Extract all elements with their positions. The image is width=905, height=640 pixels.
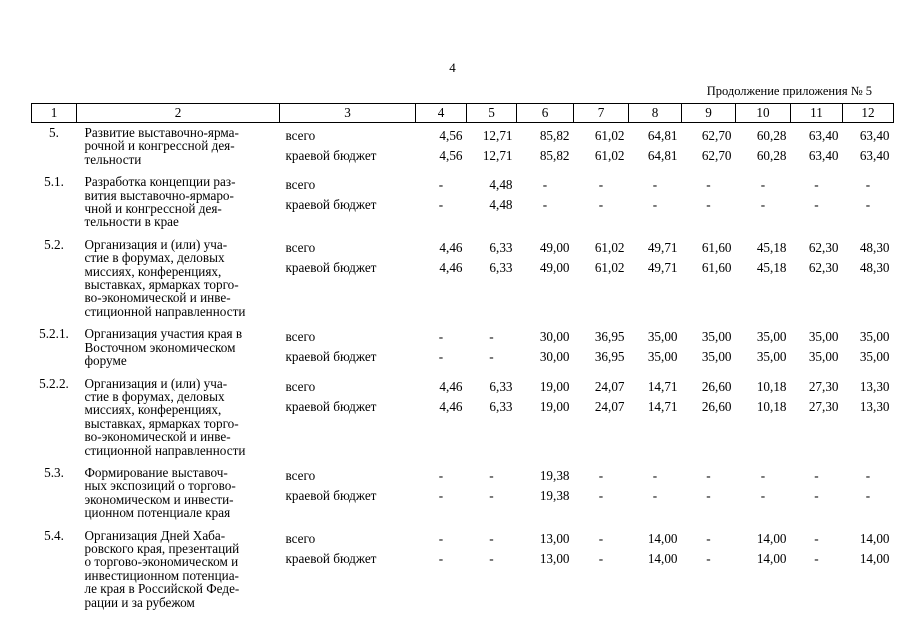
value-cell-col-9 [682,324,736,367]
value: 61,60 [701,259,732,275]
value: - [865,467,871,483]
value: 27,30 [808,398,839,414]
value: - [865,487,871,503]
row-sources [280,123,416,167]
value: 49,00 [539,239,570,255]
value-cell-col-12 [843,526,894,609]
value: 14,00 [756,530,787,546]
header-cell-3: 3 [280,104,416,123]
source-label: всего [285,128,316,143]
row-code: 5.2. [44,236,64,252]
row-name: Разработка концепции раз- вития выставочно-ярмаро- чной и конгрессной дея- тельности в крае [84,174,236,230]
value: - [598,487,604,503]
value-cell-col-5 [467,463,517,520]
value: 19,38 [539,467,570,483]
value-cell-col-11 [791,172,843,229]
value: 4,56 [439,128,463,143]
header-cell-10: 10 [736,104,791,123]
value-cell-col-11 [791,235,843,318]
value: 14,00 [647,550,678,566]
spacer-cell [32,609,894,615]
budget-table [31,103,894,615]
table-row [32,526,894,609]
value-cell-col-8 [629,463,682,520]
value: - [598,530,604,546]
value-cell-col-9 [682,374,736,457]
source-label: всего [285,530,316,546]
value: 4,46 [439,378,463,394]
row-name: Развитие выставочно-ярма- рочной и конгрессной дея- тельности [84,125,239,167]
value: - [652,467,658,483]
value: - [438,197,444,213]
value: - [438,530,444,546]
row-sources [280,526,416,609]
header-cell-12: 12 [843,104,894,123]
header-cell-7: 7 [574,104,629,123]
source-label: краевой бюджет [285,398,377,414]
value: 19,00 [539,398,570,414]
header-cell-5: 5 [467,104,517,123]
value: 49,00 [539,259,570,275]
table-row [32,324,894,367]
header-cell-1: 1 [32,104,77,123]
value: - [652,177,658,193]
row-code: 5.1. [44,174,64,190]
value-cell-col-6 [517,235,574,318]
value-cell-col-9 [682,123,736,167]
value-cell-col-9 [682,463,736,520]
value: 62,30 [808,259,839,275]
value-cell-col-5 [467,235,517,318]
header-cell-9: 9 [682,104,736,123]
value-cell-col-10 [736,526,791,609]
value: 61,02 [594,128,625,143]
row-code: 5.2.1. [39,326,69,342]
value: 6,33 [489,398,513,414]
header-cell-11: 11 [791,104,843,123]
value: 4,56 [439,148,463,163]
value: - [814,467,819,483]
value-cell-col-7 [574,172,629,229]
value-cell-col-8 [629,374,682,457]
row-spacer [32,609,894,615]
value: 4,48 [489,177,513,193]
value: - [438,329,444,345]
value: - [706,197,711,213]
value: - [652,487,658,503]
value-cell-col-5 [467,374,517,457]
value-cell-col-9 [682,526,736,609]
value: 10,18 [756,378,787,394]
value: - [706,487,711,503]
value-cell-col-6 [517,172,574,229]
value: 12,71 [482,148,513,163]
value: - [760,177,766,193]
value: - [489,467,494,483]
value: 35,00 [859,349,890,365]
value-cell-col-11 [791,324,843,367]
value: - [598,197,604,213]
value: 24,07 [594,378,625,394]
value: - [760,197,766,213]
value-cell-col-10 [736,324,791,367]
value: 30,00 [539,329,570,345]
value: 85,82 [539,128,570,143]
row-name: Организация и (или) уча- стие в форумах, деловых миссиях, конференциях, выставках, ярмарках торго- во-экономической и инве- стиционной направленности [84,375,246,458]
row-sources [280,235,416,318]
value: - [814,197,819,213]
value: 6,33 [489,259,513,275]
source-label: краевой бюджет [285,550,377,566]
value: - [598,550,604,566]
value: - [489,329,494,345]
value: 13,30 [859,378,890,394]
row-sources [280,463,416,520]
value: 48,30 [859,239,890,255]
value: 35,00 [859,329,890,345]
source-label: всего [285,239,316,255]
value-cell-col-6 [517,324,574,367]
value: 30,00 [539,349,570,365]
value-cell-col-7 [574,526,629,609]
value: 60,28 [756,148,787,163]
value: 14,71 [647,398,678,414]
value: 63,40 [859,148,890,163]
value: 35,00 [808,349,839,365]
value: 19,38 [539,487,570,503]
value-cell-col-6 [517,463,574,520]
value-cell-col-9 [682,172,736,229]
value: - [706,550,711,566]
value: 49,71 [647,259,678,275]
source-label: всего [285,329,316,345]
value-cell-col-6 [517,123,574,167]
value: - [598,177,604,193]
value: 35,00 [756,329,787,345]
row-sources [280,374,416,457]
value: - [814,550,819,566]
value: - [814,487,819,503]
value-cell-col-8 [629,324,682,367]
value: 36,95 [594,329,625,345]
value-cell-col-7 [574,463,629,520]
source-label: краевой бюджет [285,487,377,503]
value: - [706,467,711,483]
value-cell-col-5 [467,172,517,229]
value: - [489,530,494,546]
row-code: 5.3. [44,464,64,480]
table-row [32,123,894,167]
value-cell-col-12 [843,235,894,318]
value: 61,02 [594,148,625,163]
source-label: краевой бюджет [285,148,377,163]
row-code: 5.4. [44,527,64,543]
value: 45,18 [756,259,787,275]
value: - [706,530,711,546]
value-cell-col-5 [467,324,517,367]
value: - [438,177,444,193]
value: 61,02 [594,259,625,275]
value: - [438,550,444,566]
value: 63,40 [859,128,890,143]
header-cell-8: 8 [629,104,682,123]
value-cell-col-12 [843,123,894,167]
row-name: Организация и (или) уча- стие в форумах, деловых миссиях, конференциях, выставках, ярмарках торго- во-экономической и инве- стиционной направленности [84,236,246,319]
value: 62,70 [701,148,732,163]
value: 35,00 [647,329,678,345]
value: 13,30 [859,398,890,414]
table-row [32,463,894,520]
value-cell-col-7 [574,324,629,367]
table-row [32,374,894,457]
header-row [32,104,894,123]
table-row [32,235,894,318]
value-cell-col-4 [416,123,467,167]
table-header [32,104,894,123]
source-label: всего [285,467,316,483]
value-cell-col-9 [682,235,736,318]
value: 48,30 [859,259,890,275]
value: 85,82 [539,148,570,163]
value: 63,40 [808,148,839,163]
value: 4,46 [439,239,463,255]
value: 14,00 [859,530,890,546]
value: 19,00 [539,378,570,394]
value: 63,40 [808,128,839,143]
value: 60,28 [756,128,787,143]
value: 61,02 [594,239,625,255]
value: - [598,467,604,483]
value: 12,71 [482,128,513,143]
source-label: краевой бюджет [285,197,377,213]
value-cell-col-4 [416,374,467,457]
value: - [706,177,711,193]
value-cell-col-11 [791,463,843,520]
value: - [489,487,494,503]
value: - [865,177,871,193]
value-cell-col-4 [416,526,467,609]
value: 35,00 [756,349,787,365]
value-cell-col-12 [843,374,894,457]
value-cell-col-4 [416,235,467,318]
value-cell-col-7 [574,123,629,167]
value: 64,81 [647,148,678,163]
value: 62,30 [808,239,839,255]
value: - [652,197,658,213]
value-cell-col-5 [467,123,517,167]
table-row [32,172,894,229]
value-cell-col-12 [843,172,894,229]
header-cell-4: 4 [416,104,467,123]
value: 35,00 [808,329,839,345]
value: 24,07 [594,398,625,414]
value: 35,00 [701,349,732,365]
value-cell-col-12 [843,324,894,367]
value: 14,00 [859,550,890,566]
value: 35,00 [701,329,732,345]
value-cell-col-7 [574,235,629,318]
value-cell-col-10 [736,172,791,229]
row-name: Формирование выставоч- ных экспозиций о торгово- экономическом и инвести- ционном потенциале края [84,464,236,521]
value: 4,48 [489,197,513,213]
value: 35,00 [647,349,678,365]
source-label: краевой бюджет [285,349,377,365]
value-cell-col-8 [629,123,682,167]
value: - [542,177,548,193]
value-cell-col-10 [736,374,791,457]
value: - [760,487,766,503]
header-cell-2: 2 [77,104,280,123]
value-cell-col-6 [517,374,574,457]
value: - [542,197,548,213]
value: - [760,467,766,483]
value: 45,18 [756,239,787,255]
value: - [489,550,494,566]
value: 26,60 [701,398,732,414]
value: 6,33 [489,378,513,394]
value-cell-col-5 [467,526,517,609]
value-cell-col-4 [416,172,467,229]
value-cell-col-10 [736,123,791,167]
value-cell-col-7 [574,374,629,457]
row-name: Организация участия края в Восточном экономическом форуме [84,326,243,369]
value: 4,46 [439,398,463,414]
value-cell-col-11 [791,526,843,609]
header-cell-6: 6 [517,104,574,123]
table-body [32,123,894,616]
source-label: краевой бюджет [285,259,377,275]
value: 61,60 [701,239,732,255]
value: 4,46 [439,259,463,275]
value: - [865,197,871,213]
value: 27,30 [808,378,839,394]
value: - [814,177,819,193]
value: 13,00 [539,530,570,546]
value: 49,71 [647,239,678,255]
value-cell-col-11 [791,123,843,167]
value: - [814,530,819,546]
row-sources [280,324,416,367]
value-cell-col-4 [416,463,467,520]
value: 64,81 [647,128,678,143]
value: 62,70 [701,128,732,143]
value: 36,95 [594,349,625,365]
value-cell-col-8 [629,526,682,609]
value-cell-col-10 [736,463,791,520]
value: - [438,467,444,483]
row-sources [280,172,416,229]
value-cell-col-10 [736,235,791,318]
value: 14,00 [756,550,787,566]
value: - [489,349,494,365]
value-cell-col-8 [629,235,682,318]
value: 6,33 [489,239,513,255]
value-cell-col-6 [517,526,574,609]
source-label: всего [285,378,316,394]
value-cell-col-4 [416,324,467,367]
value-cell-col-12 [843,463,894,520]
value-cell-col-11 [791,374,843,457]
value: - [438,487,444,503]
value: 14,71 [647,378,678,394]
value: 26,60 [701,378,732,394]
value-cell-col-8 [629,172,682,229]
continuation-label: Продолжение приложения № 5 [706,84,872,98]
value: 14,00 [647,530,678,546]
value: - [438,349,444,365]
source-label: всего [285,177,316,193]
row-name: Организация Дней Хаба- ровского края, презентаций о торгово-экономическом и инвестиционном потенциа- ле края в Российской Феде- рации и за рубежом [84,527,240,610]
row-code: 5. [49,125,59,140]
row-code: 5.2.2. [39,375,69,391]
page-number: 4 [449,60,456,75]
value: 13,00 [539,550,570,566]
value: 10,18 [756,398,787,414]
